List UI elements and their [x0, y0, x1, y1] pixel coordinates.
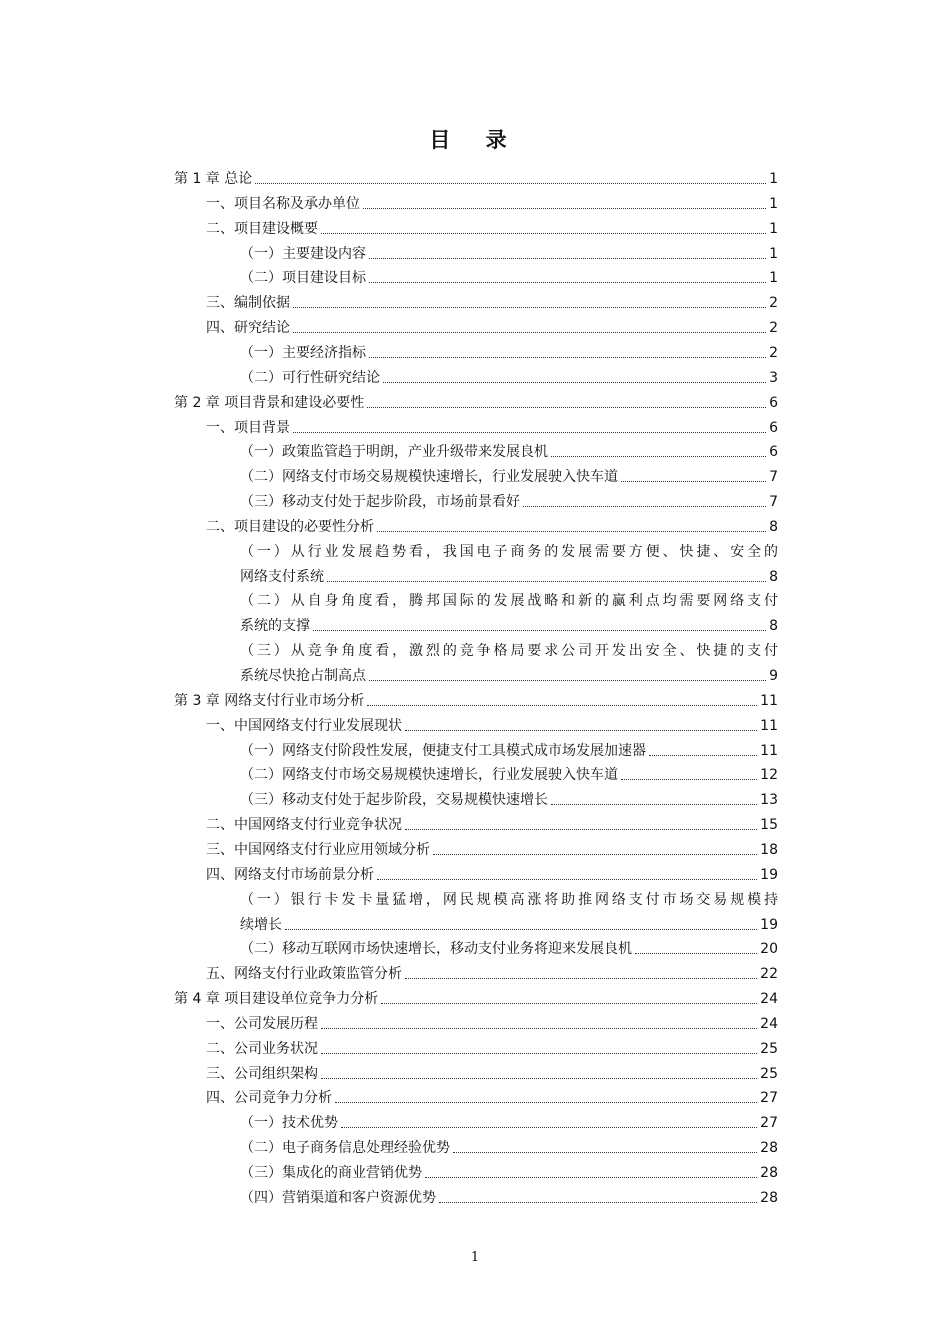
toc-entry[interactable] [206, 1083, 778, 1107]
toc-entry-text: 四、研究结论 [206, 320, 290, 337]
toc-entry[interactable] [240, 586, 778, 610]
toc-dot-leader [293, 331, 766, 333]
toc-entry[interactable] [240, 661, 778, 685]
toc-entry-page: 12 [760, 767, 778, 784]
toc-entry[interactable] [240, 363, 778, 387]
toc-entry-page: 24 [760, 991, 778, 1008]
toc-entry-text: （三）从竞争角度看，激烈的竞争格局要求公司开发出安全、快捷的支付 [240, 643, 778, 660]
toc-entry-text: 一、项目背景 [206, 419, 290, 436]
toc-entry[interactable] [240, 1158, 778, 1182]
toc-entry-text: 一、项目名称及承办单位 [206, 195, 360, 212]
toc-entry-text: 四、网络支付市场前景分析 [206, 866, 374, 883]
toc-entry-text: （二）从自身角度看，腾邦国际的发展战略和新的赢利点均需要网络支付 [240, 593, 778, 610]
toc-dot-leader [367, 406, 766, 408]
toc-dot-leader [381, 1002, 757, 1004]
toc-entry-text: （四）营销渠道和客户资源优势 [240, 1189, 436, 1206]
toc-dot-leader [369, 281, 766, 283]
toc-entry-text: 第 2 章 项目背景和建设必要性 [174, 394, 365, 411]
toc-entry-page: 11 [760, 717, 778, 734]
toc-entry[interactable] [206, 1034, 778, 1058]
toc-entry-text: 第 3 章 网络支付行业市场分析 [174, 692, 365, 709]
toc-dot-leader [551, 803, 757, 805]
toc-entry[interactable] [206, 1009, 778, 1033]
toc-entry[interactable] [240, 462, 778, 486]
toc-dot-leader [255, 182, 766, 184]
toc-entry-text: 一、公司发展历程 [206, 1015, 318, 1032]
toc-dot-leader [341, 1126, 757, 1128]
toc-entry-page: 19 [760, 866, 778, 883]
toc-entry-page: 1 [769, 245, 778, 262]
toc-entry[interactable] [206, 214, 778, 238]
toc-entry[interactable] [206, 189, 778, 213]
toc-entry[interactable] [206, 313, 778, 337]
toc-dot-leader [621, 480, 766, 482]
toc-entry-page: 22 [760, 966, 778, 983]
toc-entry-page: 6 [769, 419, 778, 436]
toc-dot-leader [523, 505, 766, 507]
toc-entry-page: 27 [760, 1115, 778, 1132]
toc-dot-leader [621, 778, 757, 780]
toc-entry-page: 7 [769, 469, 778, 486]
toc-entry[interactable] [240, 785, 778, 809]
toc-dot-leader [377, 878, 757, 880]
toc-entry-text: 二、中国网络支付行业竞争状况 [206, 817, 402, 834]
toc-entry-text: （三）移动支付处于起步阶段，交易规模快速增长 [240, 792, 548, 809]
toc-entry-page: 1 [769, 171, 778, 187]
toc-entry-text: （二）网络支付市场交易规模快速增长，行业发展驶入快车道 [240, 767, 618, 784]
toc-dot-leader [453, 1151, 757, 1153]
toc-entry-text: 三、编制依据 [206, 295, 290, 312]
toc-entry-text: （三）集成化的商业营销优势 [240, 1165, 422, 1181]
toc-entry-text: （一）主要建设内容 [240, 245, 366, 262]
toc-entry-text: （二）可行性研究结论 [240, 369, 380, 386]
toc-entry[interactable] [240, 611, 778, 635]
toc-entry-page: 25 [760, 1040, 778, 1057]
toc-entry-page: 8 [769, 618, 778, 635]
page-number: 1 [470, 1250, 480, 1265]
toc-dot-leader [321, 1077, 757, 1079]
toc-entry-page: 28 [760, 1165, 778, 1181]
toc-entry-page: 25 [760, 1065, 778, 1082]
toc-entry-page: 13 [760, 792, 778, 809]
toc-entry[interactable] [174, 984, 778, 1008]
toc-dot-leader [313, 629, 766, 631]
toc-dot-leader [293, 306, 766, 308]
toc-dot-leader [285, 928, 757, 930]
toc-entry-text: （一）银行卡发卡量猛增，网民规模高涨将助推网络支付市场交易规模持 [240, 891, 778, 908]
toc-dot-leader [383, 381, 766, 383]
toc-entry[interactable] [240, 263, 778, 287]
toc-dot-leader [369, 257, 766, 259]
toc-dot-leader [551, 455, 766, 457]
toc-entry-page: 2 [769, 295, 778, 312]
toc-dot-leader [439, 1201, 757, 1203]
toc-entry-text: （一）主要经济指标 [240, 344, 366, 361]
toc-entry-page: 2 [769, 320, 778, 337]
toc-dot-leader [433, 853, 757, 855]
toc-dot-leader [369, 679, 766, 681]
toc-entry[interactable] [240, 239, 778, 263]
toc-entry-page: 11 [760, 692, 778, 709]
toc-entry-text: （二）电子商务信息处理经验优势 [240, 1140, 450, 1157]
toc-entry-text: 二、项目建设的必要性分析 [206, 518, 374, 535]
toc-entry-page: 15 [760, 817, 778, 834]
toc-entry-page: 8 [769, 518, 778, 535]
toc-entry-page: 1 [769, 220, 778, 237]
toc-entry-page: 3 [769, 369, 778, 386]
toc-entry[interactable] [206, 860, 778, 884]
toc-dot-leader [425, 1176, 757, 1178]
toc-entry-text: （二）网络支付市场交易规模快速增长，行业发展驶入快车道 [240, 469, 618, 486]
toc-dot-leader [367, 704, 757, 706]
toc-dot-leader [293, 431, 766, 433]
toc-dot-leader [327, 580, 766, 582]
toc-entry[interactable] [174, 686, 778, 710]
toc-entry-text: 三、公司组织架构 [206, 1065, 318, 1082]
toc-entry-text: 二、公司业务状况 [206, 1040, 318, 1057]
toc-entry[interactable] [240, 736, 778, 760]
toc-entry-page: 8 [769, 568, 778, 585]
toc-entry-text: 第 1 章 总论 [174, 171, 253, 187]
toc-entry-text: （二）项目建设目标 [240, 270, 366, 287]
toc-entry-page: 28 [760, 1140, 778, 1157]
toc-entry-text: （三）移动支付处于起步阶段，市场前景看好 [240, 494, 520, 511]
toc-entry-page: 18 [760, 841, 778, 858]
toc-dot-leader [635, 952, 757, 954]
toc-entry[interactable] [206, 1059, 778, 1083]
toc-dot-leader [321, 232, 766, 234]
toc-entry-page: 1 [769, 270, 778, 287]
toc-entry-page: 20 [760, 941, 778, 958]
toc-entry[interactable] [240, 338, 778, 362]
toc-entry[interactable] [240, 562, 778, 586]
toc-entry-page: 9 [769, 668, 778, 684]
toc-dot-leader [363, 207, 766, 209]
toc-entry-page: 1 [769, 195, 778, 212]
toc-entry-text: 一、中国网络支付行业发展现状 [206, 717, 402, 734]
toc-entry-text: 五、网络支付行业政策监管分析 [206, 966, 402, 983]
toc-entry[interactable] [240, 1108, 778, 1132]
toc-entry-page: 28 [760, 1189, 778, 1206]
toc-entry-page: 19 [760, 916, 778, 933]
toc-entry-text: 三、中国网络支付行业应用领域分析 [206, 841, 430, 858]
toc-dot-leader [405, 977, 757, 979]
toc-entry-page: 27 [760, 1090, 778, 1107]
toc-dot-leader [377, 530, 766, 532]
toc-entry[interactable] [206, 512, 778, 536]
toc-dot-leader [369, 356, 766, 358]
toc-entry[interactable] [206, 711, 778, 735]
toc-entry-page: 6 [769, 394, 778, 411]
toc-entry-text: （一）从行业发展趋势看，我国电子商务的发展需要方便、快捷、安全的 [240, 543, 778, 560]
toc-entry-text: （一）技术优势 [240, 1115, 338, 1132]
toc-entry-text: 系统尽快抢占制高点 [240, 668, 366, 684]
toc-entry-page: 7 [769, 494, 778, 511]
toc-entry[interactable] [240, 1183, 778, 1207]
toc-entry-page: 6 [769, 444, 778, 461]
toc-entry[interactable] [206, 413, 778, 437]
toc-entry[interactable] [240, 885, 778, 909]
toc-entry-text: 续增长 [240, 916, 282, 933]
toc-dot-leader [405, 828, 757, 830]
toc-entry[interactable] [240, 760, 778, 784]
toc-entry[interactable] [240, 636, 778, 660]
toc-entry[interactable] [174, 164, 778, 188]
toc-entry-text: 系统的支撑 [240, 618, 310, 635]
toc-entry[interactable] [240, 910, 778, 934]
toc-entry[interactable] [206, 810, 778, 834]
toc-entry[interactable] [206, 959, 778, 983]
toc-entry-text: （二）移动互联网市场快速增长，移动支付业务将迎来发展良机 [240, 941, 632, 958]
toc-entry-text: 网络支付系统 [240, 568, 324, 585]
toc-entry[interactable] [206, 288, 778, 312]
toc-entry-text: 第 4 章 项目建设单位竞争力分析 [174, 991, 379, 1008]
toc-entry[interactable] [240, 934, 778, 958]
toc-entry[interactable] [240, 487, 778, 511]
toc-dot-leader [405, 729, 757, 731]
toc-entry-text: 二、项目建设概要 [206, 220, 318, 237]
toc-dot-leader [649, 754, 757, 756]
toc-entry-text: （一）网络支付阶段性发展，便捷支付工具模式成市场发展加速器 [240, 742, 646, 759]
toc-entry[interactable] [206, 835, 778, 859]
toc-entry-page: 2 [769, 344, 778, 361]
toc-entry[interactable] [240, 1133, 778, 1157]
toc-entry-page: 11 [760, 742, 778, 759]
toc-entry[interactable] [240, 537, 778, 561]
toc-entry[interactable] [240, 437, 778, 461]
toc-dot-leader [335, 1101, 757, 1103]
toc-entry-text: 四、公司竞争力分析 [206, 1090, 332, 1107]
toc-title: 目 录 [429, 127, 521, 152]
toc-dot-leader [321, 1027, 757, 1029]
toc-entry[interactable] [174, 388, 778, 412]
toc-entry-text: （一）政策监管趋于明朗，产业升级带来发展良机 [240, 444, 548, 461]
toc-dot-leader [321, 1052, 757, 1054]
toc-entry-page: 24 [760, 1015, 778, 1032]
